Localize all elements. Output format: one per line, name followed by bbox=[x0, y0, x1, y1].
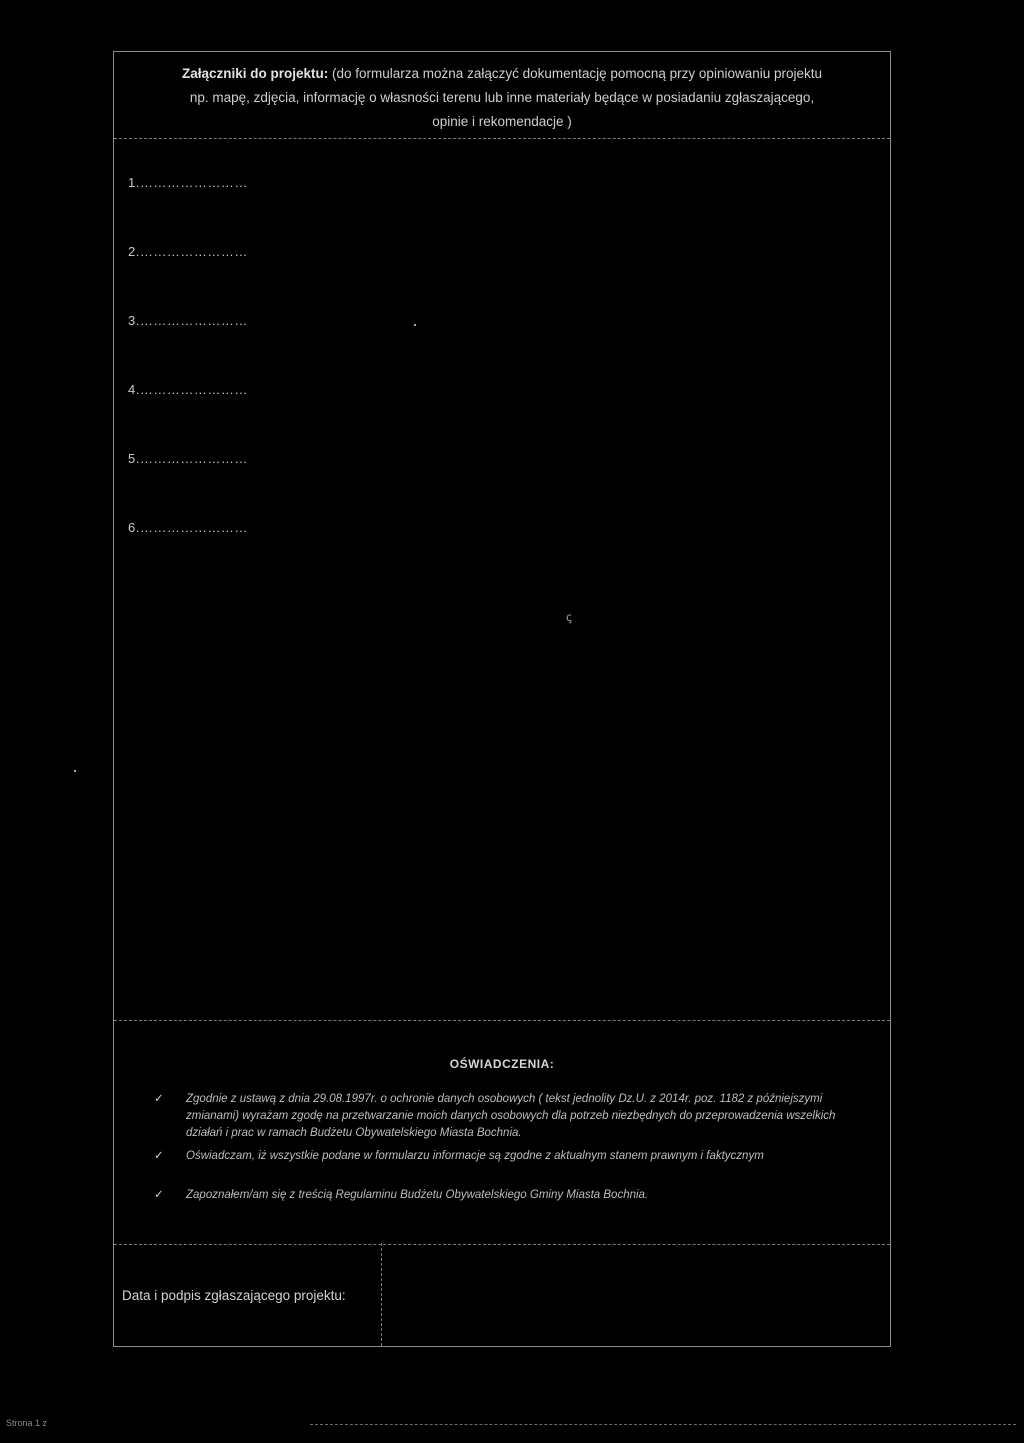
attachment-item[interactable]: 3.…………………… bbox=[128, 313, 248, 328]
attachment-item[interactable]: 2.…………………… bbox=[128, 244, 248, 259]
declaration-item[interactable] bbox=[154, 1091, 870, 1142]
check-icon: ✓ bbox=[154, 1189, 164, 1201]
declaration-item[interactable] bbox=[154, 1187, 870, 1204]
declaration-text: Oświadczam, iż wszystkie podane w formularzu informacje są zgodne z aktualnym stanem prawnym i faktycznym bbox=[186, 1150, 764, 1162]
attachments-header bbox=[114, 52, 890, 139]
check-icon: ✓ bbox=[154, 1093, 164, 1105]
footer-rule bbox=[310, 1424, 1016, 1425]
declaration-text: Zgodnie z ustawą z dnia 29.08.1997r. o ochronie danych osobowych ( tekst jednolity Dz.U. z 2014r. poz. 1182 z późniejszymi zmianami) wyrażam zgodę na przetwarzanie moich danych osobowych dla potrzeb niezbędnych do przeprowadzenia wszelkich działań i prac w ramach Budżetu Obywatelskiego Miasta Bochnia. bbox=[186, 1093, 836, 1139]
form-frame bbox=[113, 51, 891, 1347]
declaration-item[interactable] bbox=[154, 1148, 870, 1165]
signature-label: Data i podpis zgłaszającego projektu: bbox=[122, 1288, 346, 1303]
attachment-item[interactable]: 4.…………………… bbox=[128, 382, 248, 397]
scan-speck bbox=[414, 324, 416, 326]
header-line-1 bbox=[114, 62, 890, 86]
declarations-title: OŚWIADCZENIA: bbox=[449, 1057, 555, 1071]
header-bold-label: Załączniki do projektu: bbox=[181, 66, 329, 81]
page-footer: Strona 1 z bbox=[6, 1418, 48, 1428]
signature-section bbox=[114, 1243, 890, 1346]
declarations-section bbox=[114, 1020, 890, 1245]
declaration-text: Zapoznałem/am się z treścią Regulaminu Budżetu Obywatelskiego Gminy Miasta Bochnia. bbox=[186, 1189, 649, 1201]
header-line-2: np. mapę, zdjęcia, informację o własności terenu lub inne materiały będące w posiadaniu zgłaszającego, bbox=[189, 90, 815, 105]
attachment-item[interactable]: 5.…………………… bbox=[128, 451, 248, 466]
attachment-list bbox=[128, 175, 248, 589]
attachment-item[interactable]: 1.…………………… bbox=[128, 175, 248, 190]
stray-mark: ꞔ bbox=[566, 610, 572, 624]
header-line-3: opinie i rekomendacje ) bbox=[432, 114, 572, 129]
check-icon: ✓ bbox=[154, 1150, 164, 1162]
attachment-item[interactable]: 6.…………………… bbox=[128, 520, 248, 535]
scan-speck bbox=[74, 770, 76, 772]
signature-divider bbox=[381, 1243, 382, 1346]
header-line-1-rest: (do formularza można załączyć dokumentację pomocną przy opiniowaniu projektu bbox=[332, 66, 823, 81]
